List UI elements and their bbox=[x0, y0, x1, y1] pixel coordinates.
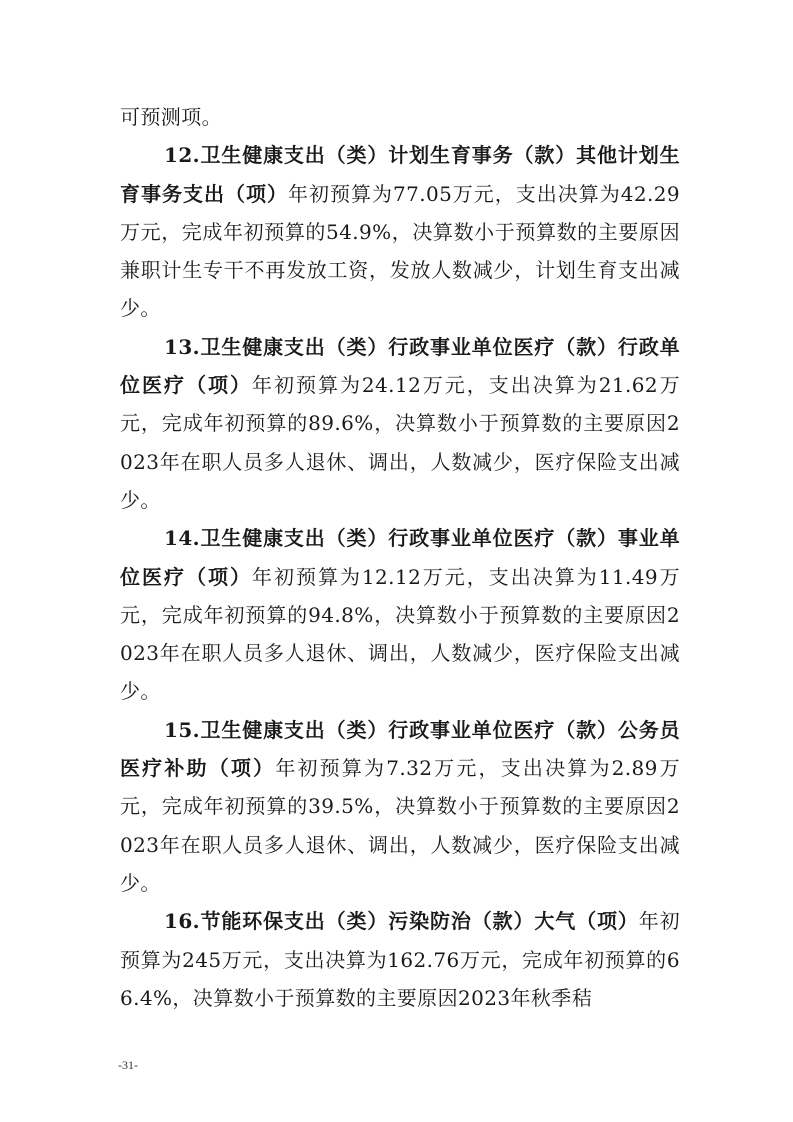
continuation-text: 可预测项。 bbox=[120, 105, 222, 129]
paragraph-heading: 15.卫生健康支出（类）行政事业单位医疗（款）公务员医疗补助（项） bbox=[120, 717, 680, 781]
paragraph-heading: 12.卫生健康支出（类）计划生育事务（款）其他计划生育事务支出（项） bbox=[120, 143, 680, 206]
paragraph-item-16 bbox=[120, 902, 680, 1017]
paragraph-heading: 16.节能环保支出（类）污染防治（款）大气（项） bbox=[164, 909, 639, 934]
paragraph-body: 年初预算为77.05万元，支出决算为42.29万元，完成年初预算的54.9%，决算数小于预算数的主要原因兼职计生专干不再发放工资，发放人数减少，计划生育支出减少。 bbox=[120, 181, 681, 321]
paragraph-body: 年初预算为24.12万元，支出决算为21.62万元，完成年初预算的89.6%，决算数小于预算数的主要原因2023年在职人员多人退休、调出，人数减少，医疗保险支出减少。 bbox=[120, 373, 680, 512]
paragraph-body: 年初预算为7.32万元，支出决算为2.89万元，完成年初预算的39.5%，决算数小于预算数的主要原因2023年在职人员多人退休、调出，人数减少，医疗保险支出减少。 bbox=[120, 756, 680, 895]
page-number: -31- bbox=[118, 1058, 138, 1072]
paragraph-item-15 bbox=[120, 711, 680, 902]
paragraph-heading: 13.卫生健康支出（类）行政事业单位医疗（款）行政单位医疗（项） bbox=[120, 334, 680, 398]
paragraph-heading: 14.卫生健康支出（类）行政事业单位医疗（款）事业单位医疗（项） bbox=[120, 526, 680, 589]
page-content bbox=[120, 98, 680, 1017]
paragraph-body: 年初预算为12.12万元，支出决算为11.49万元，完成年初预算的94.8%，决算数小于预算数的主要原因2023年在职人员多人退休、调出，人数减少，医疗保险支出减少。 bbox=[120, 564, 680, 704]
paragraph-item-13 bbox=[120, 328, 680, 519]
paragraph-item-12 bbox=[120, 136, 680, 327]
paragraph-body: 年初预算为245万元，支出决算为162.76万元，完成年初预算的66.4%，决算数小于预算数的主要原因2023年秋季秸 bbox=[120, 909, 680, 1010]
paragraph-item-14 bbox=[120, 519, 680, 710]
